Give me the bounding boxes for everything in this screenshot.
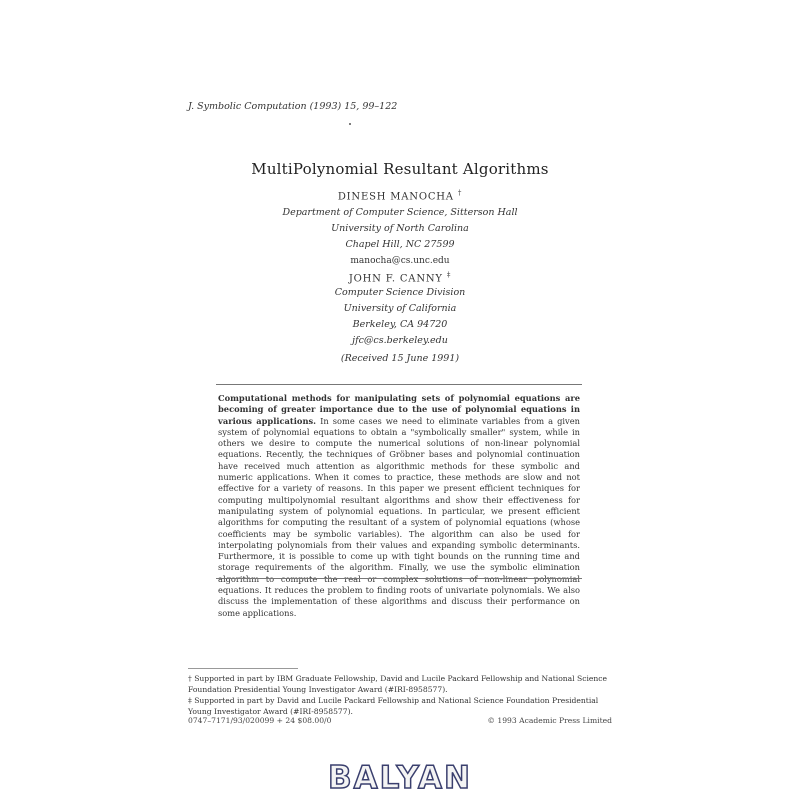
author-2-marker: ‡	[446, 271, 452, 279]
author-name-1	[0, 189, 800, 202]
abstract	[218, 393, 580, 619]
abstract-body: In some cases we need to eliminate variables from a given system of polynomial equations to obtain a "symbolically smaller" system, while in others we desire to compute the numerical solutions of non-linear polynomial equations. Recently, the techniques of Gröbner bases and polynomial continuation have received much attention as algorithmic methods for these symbolic and numeric applications. When it comes to practice, these methods are slow and not effective for a variety of reasons. In this paper we present efficient techniques for computing multipolynomial resultant algorithms and show their effectiveness for manipulating system of polynomial equations. In particular, we present efficient algorithms for computing the resultant of a system of polynomial equations (whose coefficients may be symbolic variables). The algorithm can also be used for interpolating polynomials from their values and expanding symbolic determinants. Furthermore, it is possible to come up with tight bounds on the running time and storage requirements of the algorithm. Finally, we use the symbolic elimination equations. It reduces the problem to finding roots of univariate polynomials. We also discuss the implementation of these algorithms and discuss their performance on some applications.	[218, 415, 581, 618]
abstract-top-rule	[216, 384, 582, 385]
abstract-bottom-rule	[216, 578, 582, 579]
received-date: (Received 15 June 1991)	[340, 353, 460, 364]
publication-line	[188, 716, 612, 725]
affiliation-1-line-3: Chapel Hill, NC 27599	[345, 239, 455, 250]
author-1-text: DINESH MANOCHA	[337, 191, 454, 203]
affiliation-2-line-1: Computer Science Division	[334, 287, 466, 298]
author-1-marker: †	[457, 189, 463, 197]
journal-citation: J. Symbolic Computation (1993) 15, 99–122	[188, 101, 398, 112]
footnote-2: ‡ Supported in part by David and Lucile Packard Fellowship and National Science Foundation Presidential Young Investigator Award (#IRI-8958577).	[188, 696, 599, 716]
author-name-2	[0, 271, 800, 284]
affiliation-2-line-3: Berkeley, CA 94720	[352, 319, 448, 330]
scan-speck	[349, 123, 351, 125]
abstract-lead: Computational methods for manipulating sets of polynomial equations are becoming of greater importance due to the use of polynomial equations in various applications.	[218, 393, 580, 426]
copyright-notice: © 1993 Academic Press Limited	[487, 716, 612, 725]
author-2-text: JOHN F. CANNY	[348, 273, 443, 285]
author-2-email: jfc@cs.berkeley.edu	[352, 335, 448, 346]
affiliation-1-line-1: Department of Computer Science, Sitterson Hall	[282, 207, 518, 218]
author-1-email: manocha@cs.unc.edu	[350, 256, 450, 266]
paper-title: MultiPolynomial Resultant Algorithms	[251, 160, 549, 178]
footnote-1: † Supported in part by IBM Graduate Fellowship, David and Lucile Packard Fellowship and National Science Foundation Presidential Young Investigator Award (#IRI-8958577).	[188, 674, 608, 694]
affiliation-1-line-2: University of North Carolina	[331, 223, 469, 234]
affiliation-2-line-2: University of California	[343, 303, 457, 314]
issn-code: 0747–7171/93/020099 + 24 $08.00/0	[188, 716, 332, 725]
footnote-rule	[188, 668, 298, 669]
watermark-logo: BALYAN	[328, 760, 472, 796]
